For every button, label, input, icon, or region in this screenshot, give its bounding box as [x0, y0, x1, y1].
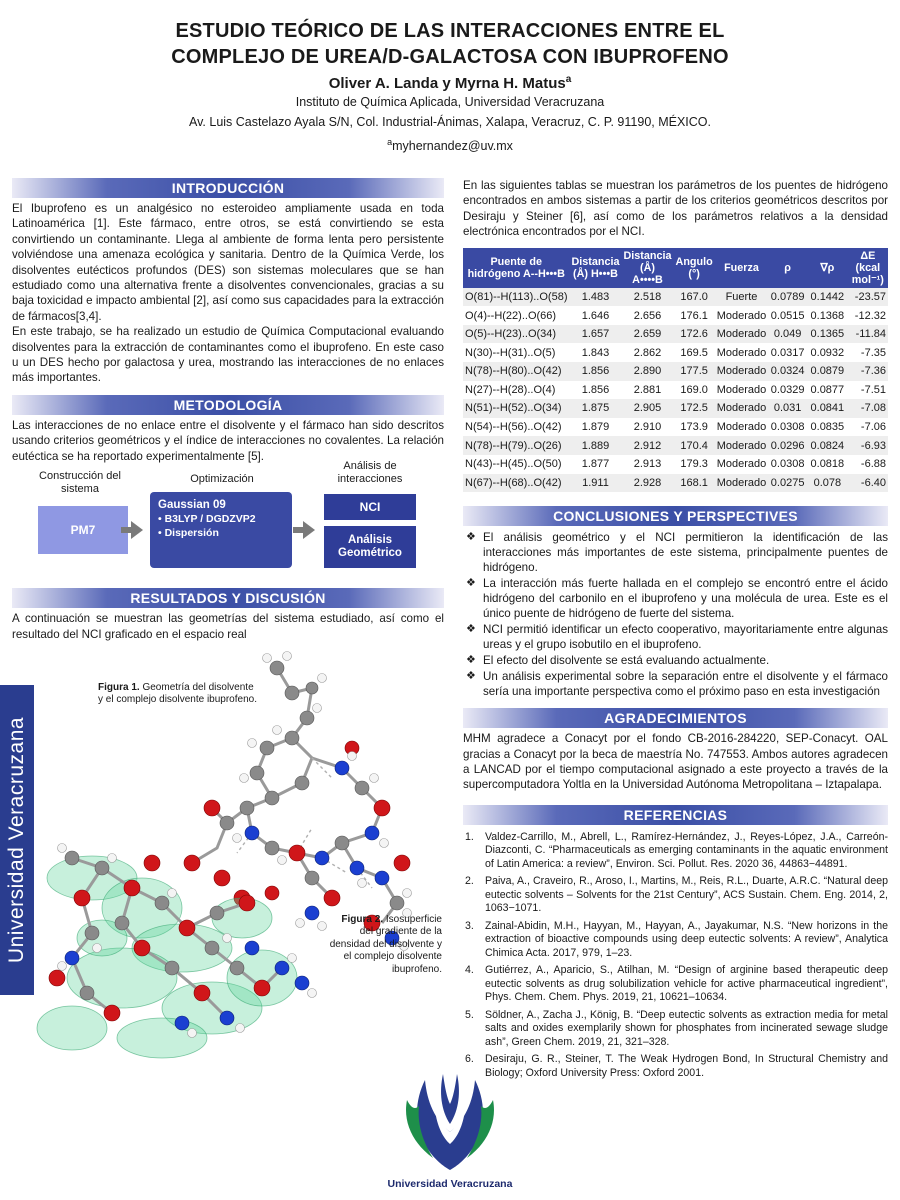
- gaussian-title: Gaussian 09: [158, 499, 226, 512]
- gaussian-item-1: • B3LYP / DGDZVP2: [158, 513, 256, 526]
- cell-dist-ab: 2.659: [622, 325, 674, 344]
- email-address: myhernandez@uv.mx: [392, 139, 513, 154]
- list-item: [463, 576, 888, 621]
- table-intro: En las siguientes tablas se muestran los parámetros de los puentes de hidrógeno encontrados en ambos sistemas a partir de los criterios geométricos descritos por Desiraju y Steiner [6], así como de los parámetros relativos a la densidad electrónica encontrados por el NCI.: [463, 179, 888, 239]
- list-item: [463, 530, 888, 575]
- cell-dist-hb: 1.646: [569, 306, 621, 325]
- cell-delta-e: -6.93: [848, 436, 888, 455]
- flow-box-gaussian: [150, 492, 292, 568]
- university-logo: [385, 1070, 515, 1190]
- cell-rho: 0.0296: [768, 436, 807, 455]
- table-row: [463, 306, 888, 325]
- cell-rho: 0.0324: [768, 362, 807, 381]
- reference-number: 5.: [465, 1008, 474, 1021]
- author-names: Oliver A. Landa y Myrna H. Matus: [328, 75, 566, 92]
- header-dist-ab: Distancia (Å) A••••B: [623, 249, 672, 286]
- cell-angle: 169.0: [674, 381, 715, 400]
- cell-rho: 0.0308: [768, 455, 807, 474]
- cell-delta-e: -7.35: [848, 343, 888, 362]
- figure-1-caption: [98, 682, 258, 707]
- arrow-right-icon: [131, 521, 143, 539]
- gaussian-item-1-text: B3LYP / DGDZVP2: [164, 513, 256, 526]
- flow-label-optimization: Optimización: [190, 473, 254, 486]
- cell-dist-ab: 2.913: [622, 455, 674, 474]
- figures-area: [12, 648, 444, 1078]
- cell-dist-ab: 2.881: [622, 381, 674, 400]
- authors: [0, 74, 900, 92]
- header-hbond: Puente de hidrógeno A--H•••B: [463, 248, 569, 288]
- figure-2-text: Isosuperficie del gradiente de la densidad del disolvente y el complejo disolvente ibuprofeno.: [329, 913, 442, 975]
- conclusion-text: El análisis geométrico y el NCI permitieron la identificación de las interacciones más importantes de este sistema, principalmente puentes de hidrógeno.: [483, 531, 888, 575]
- title-line-2: COMPLEJO DE UREA/D-GALACTOSA CON IBUPROFENO: [171, 46, 729, 68]
- table-row: [463, 399, 888, 418]
- intro-header: INTRODUCCIÓN: [12, 178, 444, 198]
- reference-text: Gutiérrez, A., Aparicio, S., Atilhan, M. “Design of arginine based therapeutic deep eutectic solvents as drug solubilization vehicle for active pharmaceutical ingredient”, Phys. Chem. Chem. Phys. 2019, 21, 10621–10634.: [485, 964, 888, 1004]
- intro-paragraph-1: El Ibuprofeno es un analgésico no esteroideo ampliamente usada en toda Latinoamérica [1]. Este fármaco, entre otros, se está convirtiendo se esta convirtiendo un contaminante. Llega al ambiente de forma lenta pero persistente volviéndose una amenaza ecológica y sanitaria. Dentro de la Química Verde, los disolventes eutécticos profundos (DES) son sistemas moleculares que se han estudiado como una alternativa frente a disolventes convencionales, gracias a su baja toxicidad e impacto ambiental [2], así como sus capacidades para la extracción de fármacos[3,4].: [12, 202, 444, 323]
- list-item: [463, 653, 888, 668]
- cell-rho: 0.0515: [768, 306, 807, 325]
- cell-delta-e: -7.08: [848, 399, 888, 418]
- cell-strength: Moderado: [715, 306, 769, 325]
- cell-dist-ab: 2.518: [622, 288, 674, 307]
- list-item: [463, 964, 888, 1005]
- reference-text: Desiraju, G. R., Steiner, T. The Weak Hydrogen Bond, In Structural Chemistry and Biology; Oxford University Press: Oxford 2001.: [485, 1053, 888, 1079]
- flow-box-nci: NCI: [324, 494, 416, 520]
- cell-rho: 0.049: [768, 325, 807, 344]
- cell-strength: Moderado: [715, 362, 769, 381]
- left-column: [12, 178, 444, 1078]
- cell-dist-ab: 2.656: [622, 306, 674, 325]
- reference-number: 1.: [465, 830, 474, 843]
- reference-number: 3.: [465, 919, 474, 932]
- cell-strength: Moderado: [715, 436, 769, 455]
- cell-grad-rho: 0.0879: [807, 362, 848, 381]
- list-item: [463, 1009, 888, 1050]
- references-header: REFERENCIAS: [463, 805, 888, 825]
- poster-title: [0, 18, 900, 70]
- cell-grad-rho: 0.078: [807, 474, 848, 493]
- intro-paragraph-2: En este trabajo, se ha realizado un estudio de Química Computacional evaluando disolventes para la extracción de contaminantes como el ibuprofeno. En este caso u un DES hecho por galactosa y urea, mostrando las interacciones de no enlaces más importantes.: [12, 325, 444, 385]
- side-band-text: Universidad Veracruzana: [5, 716, 28, 964]
- cell-hbond: N(30)--H(31)..O(5): [463, 343, 569, 362]
- cell-dist-ab: 2.905: [622, 399, 674, 418]
- cell-strength: Moderado: [715, 381, 769, 400]
- cell-dist-hb: 1.657: [569, 325, 621, 344]
- cell-dist-ab: 2.928: [622, 474, 674, 493]
- cell-dist-hb: 1.889: [569, 436, 621, 455]
- cell-strength: Moderado: [715, 455, 769, 474]
- conclusion-text: El efecto del disolvente se está evaluando actualmente.: [483, 654, 770, 668]
- acknowledgments-paragraph: MHM agradece a Conacyt por el fondo CB-2016-284220, SEP-Conacyt. OAL gracias a Conacyt por la beca de maestría No. 747553. Ambos autores agradecen a LANCAD por el tiempo computacional asignado a este proyecto a través de la supercomputadora Yoltla en la Universidad Autónoma Metropolitana – Iztapalapa.: [463, 732, 888, 792]
- cell-dist-ab: 2.912: [622, 436, 674, 455]
- cell-hbond: O(4)--H(22)..O(66): [463, 306, 569, 325]
- conclusion-text: Un análisis experimental sobre la separación entre el disolvente y el fármaco sería una importante perspectiva como el próximo paso en esta investigación: [483, 670, 888, 699]
- list-item: [463, 875, 888, 916]
- cell-dist-hb: 1.879: [569, 418, 621, 437]
- methodology-flowchart: [12, 460, 444, 586]
- cell-strength: Fuerte: [715, 288, 769, 307]
- figure-1-text: Geometría del disolvente y el complejo disolvente ibuprofeno.: [98, 681, 257, 706]
- university-side-band: [0, 685, 34, 995]
- header-strength: Fuerza: [715, 248, 769, 288]
- cell-rho: 0.031: [768, 399, 807, 418]
- cell-angle: 169.5: [674, 343, 715, 362]
- table-row: [463, 455, 888, 474]
- list-item: [463, 622, 888, 652]
- cell-dist-ab: 2.910: [622, 418, 674, 437]
- author-superscript: a: [565, 74, 572, 85]
- cell-delta-e: -11.84: [848, 325, 888, 344]
- reference-text: Paiva, A., Craveiro, R., Aroso, I., Martins, M., Reis, R.L., Duarte, A.R.C. “Natural deep eutectic solvents – Solvents for the 21st Century”, ACS Sustain. Chem. Eng. 2014, 2, 1063−1071.: [485, 875, 888, 915]
- cell-delta-e: -7.36: [848, 362, 888, 381]
- table-row: [463, 343, 888, 362]
- figure-2-label: Figura 2.: [341, 913, 384, 925]
- diamond-bullet-icon: ❖: [466, 577, 476, 590]
- cell-angle: 172.5: [674, 399, 715, 418]
- cell-rho: 0.0317: [768, 343, 807, 362]
- cell-hbond: O(5)--H(23)..O(34): [463, 325, 569, 344]
- cell-delta-e: -6.40: [848, 474, 888, 493]
- table-row: [463, 474, 888, 493]
- cell-grad-rho: 0.0932: [807, 343, 848, 362]
- cell-dist-hb: 1.877: [569, 455, 621, 474]
- diamond-bullet-icon: ❖: [466, 531, 476, 544]
- email-superscript: a: [387, 137, 393, 147]
- cell-angle: 168.1: [674, 474, 715, 493]
- results-paragraph: A continuación se muestran las geometrías del sistema estudiado, así como el resultado del NCI graficado en el espacio real: [12, 612, 444, 641]
- table-row: [463, 418, 888, 437]
- cell-strength: Moderado: [715, 399, 769, 418]
- cell-rho: 0.0308: [768, 418, 807, 437]
- cell-grad-rho: 0.0824: [807, 436, 848, 455]
- methodology-paragraph: Las interacciones de no enlace entre el disolvente y el fármaco han sido descritos usando criterios geométricos y el índice de interacciones no covalentes. La relación eutéctica se ha reportado experimentalmente [5].: [12, 418, 444, 463]
- cell-delta-e: -23.57: [848, 288, 888, 307]
- cell-hbond: N(27)--H(28)..O(4): [463, 381, 569, 400]
- gaussian-item-2-text: Dispersión: [164, 527, 219, 540]
- cell-delta-e: -12.32: [848, 306, 888, 325]
- flow-box-geometric: Análisis Geométrico: [324, 526, 416, 568]
- cell-grad-rho: 0.0841: [807, 399, 848, 418]
- title-line-1: ESTUDIO TEÓRICO DE LAS INTERACCIONES ENTRE EL: [175, 20, 725, 42]
- reference-text: Söldner, A., Zacha J., König, B. “Deep eutectic solvents as extraction media for metal salts and oxides exemplarily shown for phosphates from incinerated sewage sludge ash”, Green Chem. 2019, 21, 321–328.: [485, 1008, 888, 1048]
- table-row: [463, 288, 888, 307]
- cell-dist-hb: 1.856: [569, 362, 621, 381]
- header-delta-e: ΔE (kcal mol⁻¹): [848, 248, 888, 288]
- cell-strength: Moderado: [715, 474, 769, 493]
- cell-grad-rho: 0.0877: [807, 381, 848, 400]
- cell-grad-rho: 0.1442: [807, 288, 848, 307]
- cell-grad-rho: 0.1368: [807, 306, 848, 325]
- cell-rho: 0.0275: [768, 474, 807, 493]
- cell-angle: 177.5: [674, 362, 715, 381]
- figure-1-label: Figura 1.: [98, 681, 140, 693]
- molecular-figures: [12, 648, 444, 1078]
- cell-hbond: N(54)--H(56)..O(42): [463, 418, 569, 437]
- cell-dist-hb: 1.856: [569, 381, 621, 400]
- cell-dist-hb: 1.875: [569, 399, 621, 418]
- header-rho: ρ: [768, 248, 807, 288]
- header-angle: Angulo (°): [674, 248, 715, 288]
- acknowledgments-header: AGRADECIMIENTOS: [463, 708, 888, 728]
- diamond-bullet-icon: ❖: [466, 654, 476, 667]
- cell-dist-hb: 1.483: [569, 288, 621, 307]
- cell-grad-rho: 0.0818: [807, 455, 848, 474]
- gaussian-item-2: • Dispersión: [158, 527, 219, 540]
- figure-2-nci-molecule: [37, 843, 317, 1058]
- email: [0, 132, 900, 156]
- results-header: RESULTADOS Y DISCUSIÓN: [12, 588, 444, 608]
- uv-flame-logo-icon: [385, 1070, 515, 1174]
- header-dist-hb: Distancia (Å) H•••B: [569, 248, 621, 288]
- poster-header: [0, 18, 900, 156]
- cell-delta-e: -6.88: [848, 455, 888, 474]
- cell-angle: 172.6: [674, 325, 715, 344]
- cell-hbond: N(78)--H(79)..O(26): [463, 436, 569, 455]
- conclusions-list: [463, 530, 888, 699]
- flow-box-pm7: PM7: [38, 506, 128, 554]
- cell-strength: Moderado: [715, 325, 769, 344]
- logo-text: Universidad Veracruzana: [387, 1178, 513, 1190]
- table-row: [463, 362, 888, 381]
- table-row: [463, 325, 888, 344]
- list-item: [463, 831, 888, 872]
- diamond-bullet-icon: ❖: [466, 623, 476, 636]
- cell-angle: 167.0: [674, 288, 715, 307]
- list-item: [463, 669, 888, 699]
- table-row: [463, 381, 888, 400]
- list-item: [463, 1053, 888, 1080]
- cell-grad-rho: 0.0835: [807, 418, 848, 437]
- list-item: [463, 920, 888, 961]
- cell-hbond: N(51)--H(52)..O(34): [463, 399, 569, 418]
- conclusion-text: NCI permitió identificar un efecto cooperativo, mayoritariamente entre algunas ureas y el grupo isobutilo en el ibuprofeno.: [483, 623, 888, 652]
- cell-rho: 0.0789: [768, 288, 807, 307]
- reference-number: 2.: [465, 875, 474, 888]
- table-row: [463, 436, 888, 455]
- cell-hbond: N(67)--H(68)..O(42): [463, 474, 569, 493]
- cell-angle: 170.4: [674, 436, 715, 455]
- diamond-bullet-icon: ❖: [466, 670, 476, 683]
- cell-grad-rho: 0.1365: [807, 325, 848, 344]
- affiliation-2: Av. Luis Castelazo Ayala S/N, Col. Industrial-Ánimas, Xalapa, Veracruz, C. P. 91190, MÉXICO.: [188, 115, 711, 129]
- conclusions-header: CONCLUSIONES Y PERSPECTIVES: [463, 506, 888, 526]
- right-column: [463, 178, 888, 1084]
- references-list: [463, 831, 888, 1081]
- cell-angle: 173.9: [674, 418, 715, 437]
- hydrogen-bond-table: [463, 248, 888, 493]
- arrow-right-icon: [303, 521, 315, 539]
- flow-label-analysis: Análisis de interacciones: [337, 460, 403, 486]
- cell-rho: 0.0329: [768, 381, 807, 400]
- reference-text: Valdez-Carrillo, M., Abrell, L., Ramírez-Hernández, J., Reyes-López, J.A., Carreón-Diazconti, C. “Pharmaceuticals as emerging contaminants in the aquatic environment of Latin America: a review”, Environ. Sci. Pollut. Res. 2020 36, 44863−44891.: [485, 830, 888, 870]
- cell-dist-hb: 1.911: [569, 474, 621, 493]
- cell-strength: Moderado: [715, 418, 769, 437]
- cell-dist-hb: 1.843: [569, 343, 621, 362]
- flow-label-construction: Construcción del sistema: [39, 470, 121, 496]
- header-grad-rho: ∇ρ: [807, 248, 848, 288]
- cell-delta-e: -7.51: [848, 381, 888, 400]
- reference-text: Zainal-Abidin, M.H., Hayyan, M., Hayyan, A., Jayakumar, N.S. “New horizons in the extraction of bioactive compounds using deep eutectic solvents: A review”, Analytica Chimica Acta. 2017, 979, 1–23.: [485, 919, 888, 959]
- affiliation-1: Instituto de Química Aplicada, Universidad Veracruzana: [295, 95, 605, 109]
- cell-angle: 179.3: [674, 455, 715, 474]
- reference-number: 6.: [465, 1053, 474, 1066]
- cell-dist-ab: 2.862: [622, 343, 674, 362]
- table-header-row: [463, 248, 888, 288]
- cell-hbond: N(78)--H(80)..O(42): [463, 362, 569, 381]
- cell-dist-ab: 2.890: [622, 362, 674, 381]
- cell-hbond: N(43)--H(45)..O(50): [463, 455, 569, 474]
- figure-2-caption: [328, 914, 442, 977]
- cell-angle: 176.1: [674, 306, 715, 325]
- cell-strength: Moderado: [715, 343, 769, 362]
- cell-hbond: O(81)--H(113)..O(58): [463, 288, 569, 307]
- conclusion-text: La interacción más fuerte hallada en el complejo se encontró entre el ácido hidrógeno del carbonilo en el ibuprofeno y una molécula de urea. Este es el único puente de hidrógeno de fuerte del sistema.: [483, 577, 888, 621]
- cell-delta-e: -7.06: [848, 418, 888, 437]
- reference-number: 4.: [465, 964, 474, 977]
- methodology-header: METODOLOGÍA: [12, 395, 444, 415]
